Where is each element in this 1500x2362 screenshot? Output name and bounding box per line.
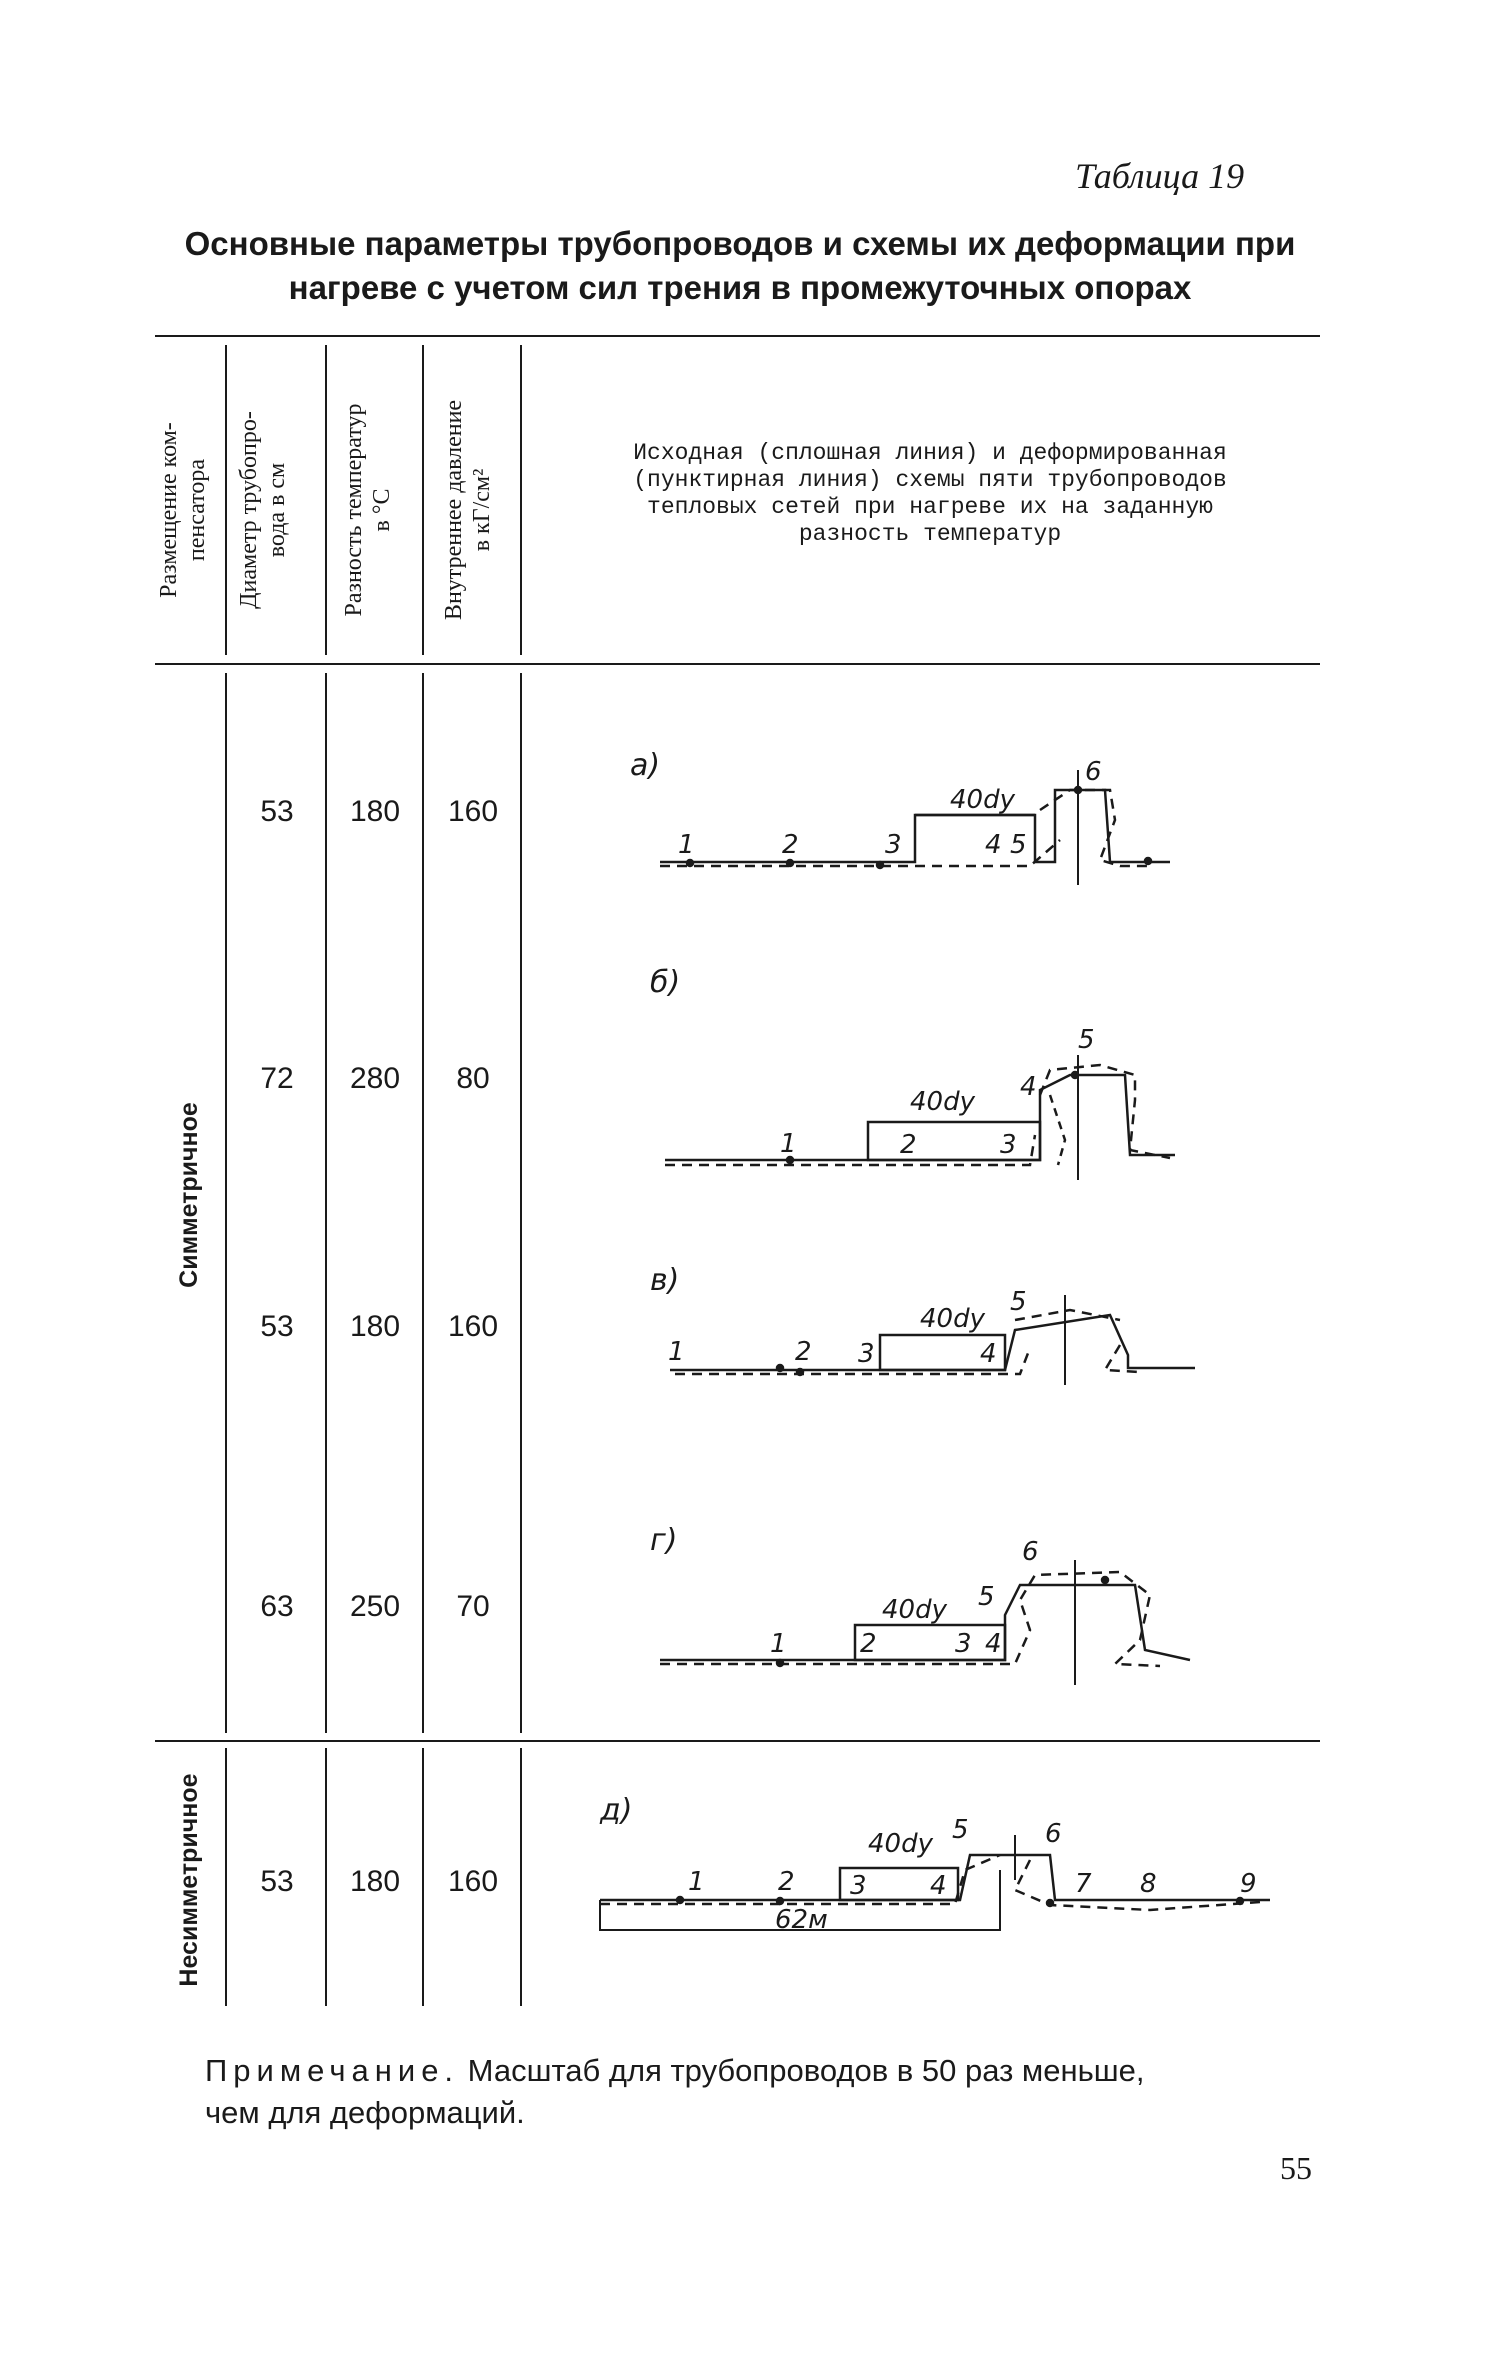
row1-pressure: 160 [447,795,499,828]
row2-pressure: 80 [456,1062,490,1095]
svg-text:4: 4 [985,1629,1002,1659]
title-line-2: нагреве с учетом сил трения в промежуточных опорах [288,269,1192,306]
svg-text:2: 2 [900,1130,917,1160]
svg-text:4: 4 [1020,1072,1037,1102]
scheme-a [660,770,1170,885]
svg-text:3: 3 [885,830,902,860]
row3-temp: 180 [349,1310,401,1343]
footnote-prefix: Примечание. [205,2053,460,2088]
svg-text:6: 6 [1022,1537,1039,1567]
header-temp-diff: Разность температур в °С [341,403,395,617]
svg-text:2: 2 [778,1867,795,1897]
scheme-d-length: 40dy [868,1829,933,1859]
svg-text:2: 2 [782,830,799,860]
scheme-b [665,1055,1175,1180]
title-line-1: Основные параметры трубопроводов и схемы их деформации при [184,225,1296,262]
row5-temp: 180 [349,1865,401,1898]
svg-text:3: 3 [1000,1130,1017,1160]
group-asymmetric: Несимметричное [175,1773,203,1987]
svg-text:5: 5 [1010,830,1027,860]
scheme-a-letter: а) [630,748,661,783]
scheme-v-letter: в) [650,1263,680,1298]
scheme-b-letter: б) [650,965,681,1000]
svg-text:3: 3 [858,1339,875,1369]
svg-text:4: 4 [930,1871,947,1901]
footnote-text-2: чем для деформаций. [205,2095,525,2130]
svg-text:5: 5 [1078,1025,1095,1055]
scheme-d-letter: д) [600,1793,633,1828]
scheme-d-span: 62м [775,1905,828,1935]
svg-text:5: 5 [1010,1287,1027,1317]
row5-pressure: 160 [447,1865,499,1898]
header-pressure: Внутреннее давление в кГ/см² [441,399,495,621]
svg-text:4: 4 [985,830,1002,860]
svg-text:3: 3 [955,1629,972,1659]
svg-text:1: 1 [678,830,695,860]
header-diameter: Диаметр трубопро- вода в см [236,411,290,609]
scheme-g-length: 40dy [882,1595,947,1625]
svg-text:5: 5 [978,1582,995,1612]
svg-text:2: 2 [860,1629,877,1659]
svg-text:6: 6 [1045,1819,1062,1849]
row4-diameter: 63 [260,1590,294,1623]
svg-text:1: 1 [688,1867,705,1897]
header-placement: Размещение ком- пенсатора [156,422,210,598]
svg-text:4: 4 [980,1339,997,1369]
svg-text:8: 8 [1140,1869,1157,1899]
table-label: Таблица 19 [1075,156,1245,196]
row3-pressure: 160 [447,1310,499,1343]
footnote [205,2050,1335,2134]
scheme-b-length: 40dy [910,1087,975,1117]
row4-temp: 250 [349,1590,401,1623]
scheme-g-letter: г) [650,1523,678,1558]
row1-temp: 180 [349,795,401,828]
svg-text:1: 1 [770,1629,787,1659]
group-symmetric: Симметричное [175,1102,203,1288]
row5-diameter: 53 [260,1865,294,1898]
scheme-a-length: 40dy [950,785,1015,815]
svg-text:9: 9 [1240,1869,1257,1899]
row1-diameter: 53 [260,795,294,828]
svg-text:3: 3 [850,1871,867,1901]
svg-text:6: 6 [1085,757,1102,787]
svg-text:1: 1 [668,1337,685,1367]
svg-text:7: 7 [1075,1869,1092,1899]
header-schemes: Исходная (сплошная линия) и деформированная (пунктирная линия) схемы пяти трубопроводов тепловых сетей при нагреве их на заданную разность температур [633,440,1227,547]
footnote-text: Масштаб для трубопроводов в 50 раз меньше, [467,2053,1145,2088]
row4-pressure: 70 [456,1590,490,1623]
row2-temp: 280 [349,1062,401,1095]
svg-text:1: 1 [780,1129,797,1159]
scheme-v-length: 40dy [920,1304,985,1334]
svg-text:5: 5 [952,1815,969,1845]
row3-diameter: 53 [260,1310,294,1343]
page-number: 55 [1280,2150,1312,2186]
row2-diameter: 72 [260,1062,294,1095]
svg-text:2: 2 [795,1337,812,1367]
